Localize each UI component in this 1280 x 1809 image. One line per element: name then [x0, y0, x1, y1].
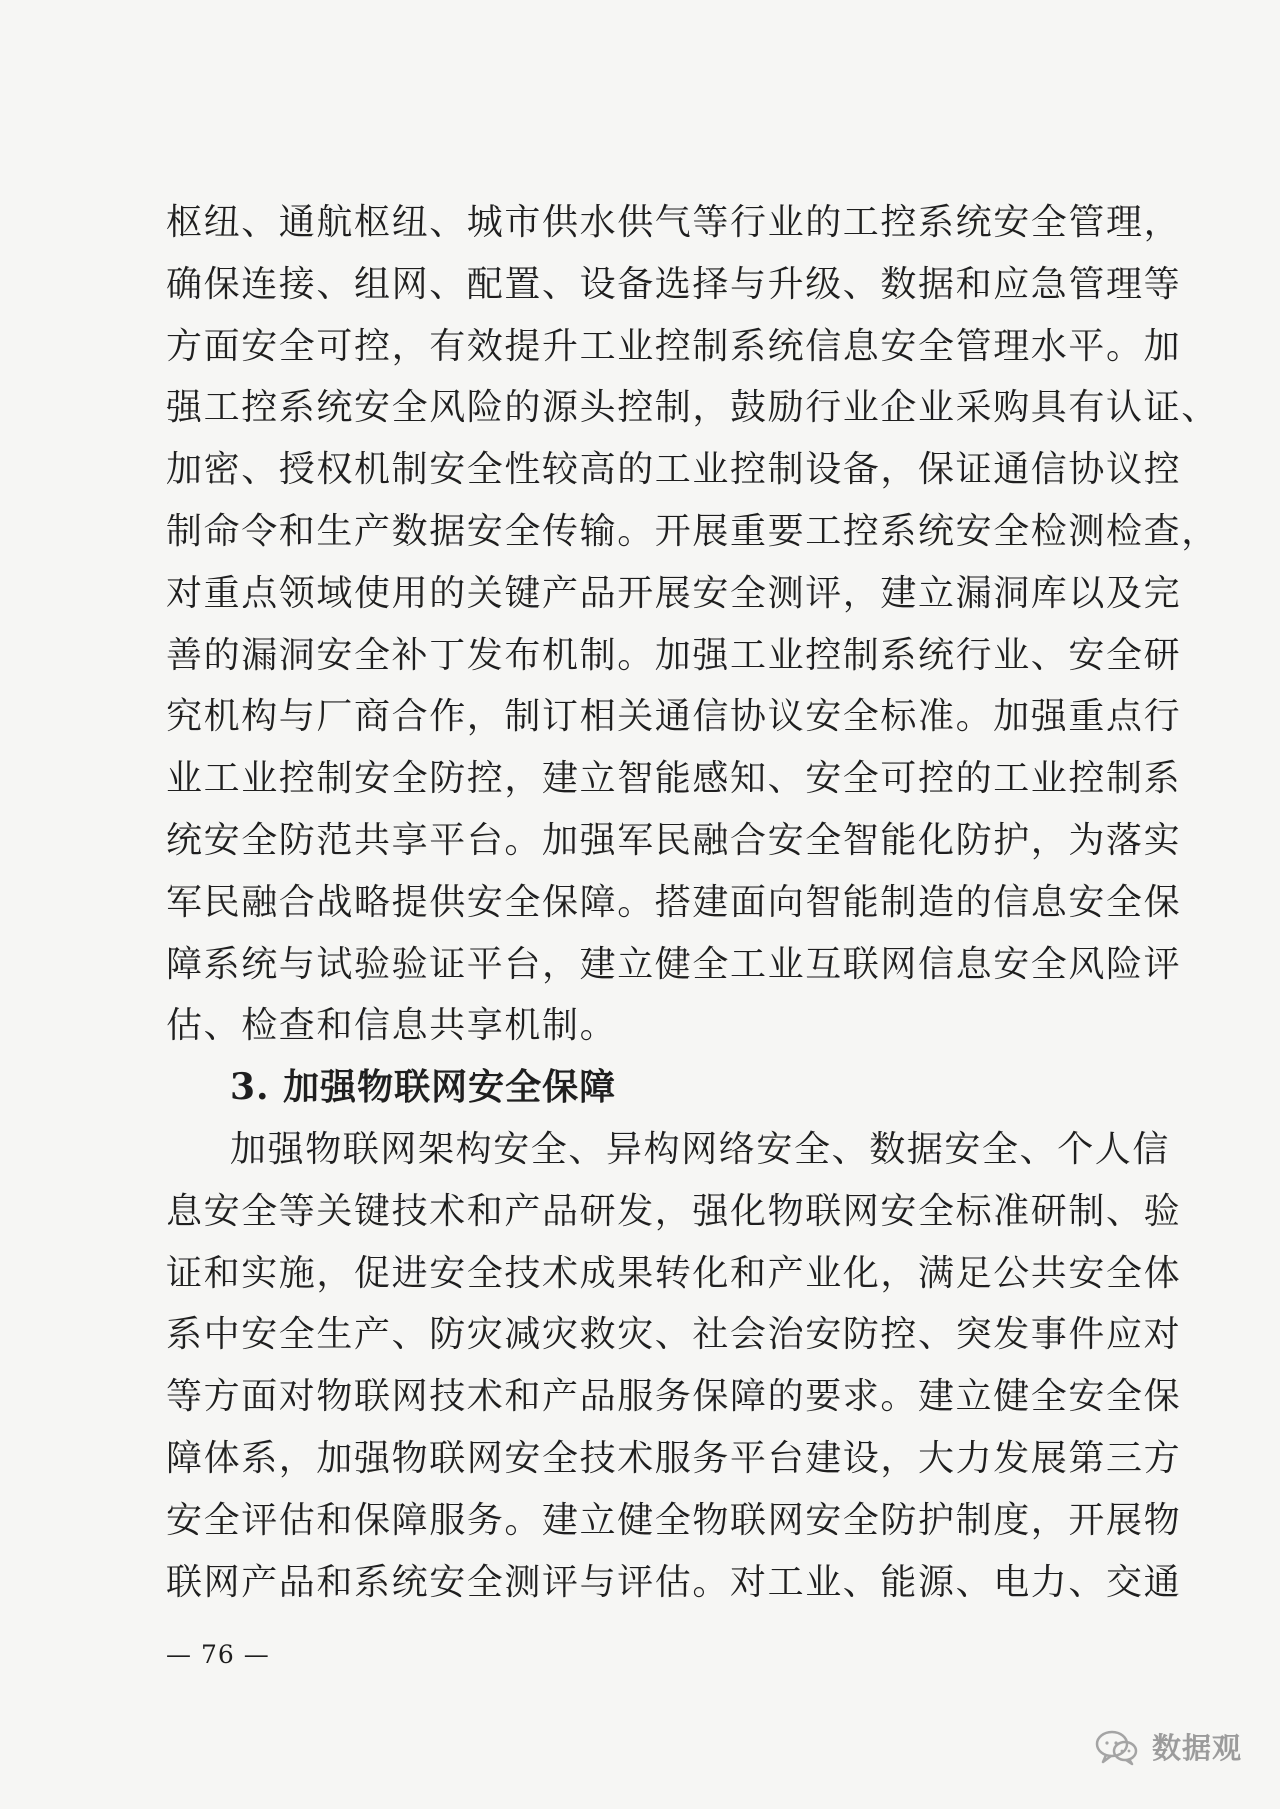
- body-line: 军民融合战略提供安全保障。搭建面向智能制造的信息安全保: [166, 881, 1182, 923]
- wechat-icon: [1092, 1727, 1142, 1767]
- page-number: — 76 —: [166, 1640, 270, 1669]
- watermark-text: 数据观: [1151, 1731, 1242, 1765]
- body-line: 业工业控制安全防控，建立智能感知、安全可控的工业控制系: [166, 758, 1182, 800]
- body-line: 加密、授权机制安全性较高的工业控制设备，保证通信协议控: [166, 449, 1182, 491]
- body-line: 对重点领域使用的关键产品开展安全测评，建立漏洞库以及完: [166, 572, 1182, 614]
- body-line: 障体系，加强物联网安全技术服务平台建设，大力发展第三方: [166, 1437, 1182, 1479]
- document-body: [166, 192, 1219, 1613]
- body-line: 枢纽、通航枢纽、城市供水供气等行业的工控系统安全管理，: [166, 202, 1182, 243]
- body-line: 方面安全可控，有效提升工业控制系统信息安全管理水平。加: [166, 325, 1182, 367]
- body-line: 等方面对物联网技术和产品服务保障的要求。建立健全安全保: [166, 1376, 1182, 1418]
- body-line: 统安全防范共享平台。加强军民融合安全智能化防护，为落实: [166, 819, 1182, 861]
- section-heading: 3. 加强物联网安全保障: [230, 1066, 617, 1109]
- body-line: 加强物联网架构安全、异构网络安全、数据安全、个人信: [230, 1128, 1171, 1170]
- body-line: 善的漏洞安全补丁发布机制。加强工业控制系统行业、安全研: [166, 634, 1182, 676]
- body-line: 联网产品和系统安全测评与评估。对工业、能源、电力、交通: [166, 1561, 1182, 1603]
- body-line: 安全评估和保障服务。建立健全物联网安全防护制度，开展物: [166, 1499, 1182, 1541]
- body-line: 制命令和生产数据安全传输。开展重要工控系统安全检测检查，: [166, 510, 1219, 552]
- watermark: [1092, 1726, 1242, 1767]
- body-line: 证和实施，促进安全技术成果转化和产业化，满足公共安全体: [166, 1252, 1182, 1294]
- body-line: 估、检查和信息共享机制。: [166, 1005, 618, 1047]
- body-line: 确保连接、组网、配置、设备选择与升级、数据和应急管理等: [166, 263, 1182, 305]
- body-line: 究机构与厂商合作，制订相关通信协议安全标准。加强重点行: [166, 696, 1182, 738]
- body-line: 障系统与试验验证平台，建立健全工业互联网信息安全风险评: [166, 943, 1182, 985]
- body-line: 息安全等关键技术和产品研发，强化物联网安全标准研制、验: [166, 1190, 1182, 1232]
- body-line: 系中安全生产、防灾减灾救灾、社会治安防控、突发事件应对: [166, 1314, 1182, 1356]
- body-line: 强工控系统安全风险的源头控制，鼓励行业企业采购具有认证、: [166, 387, 1219, 429]
